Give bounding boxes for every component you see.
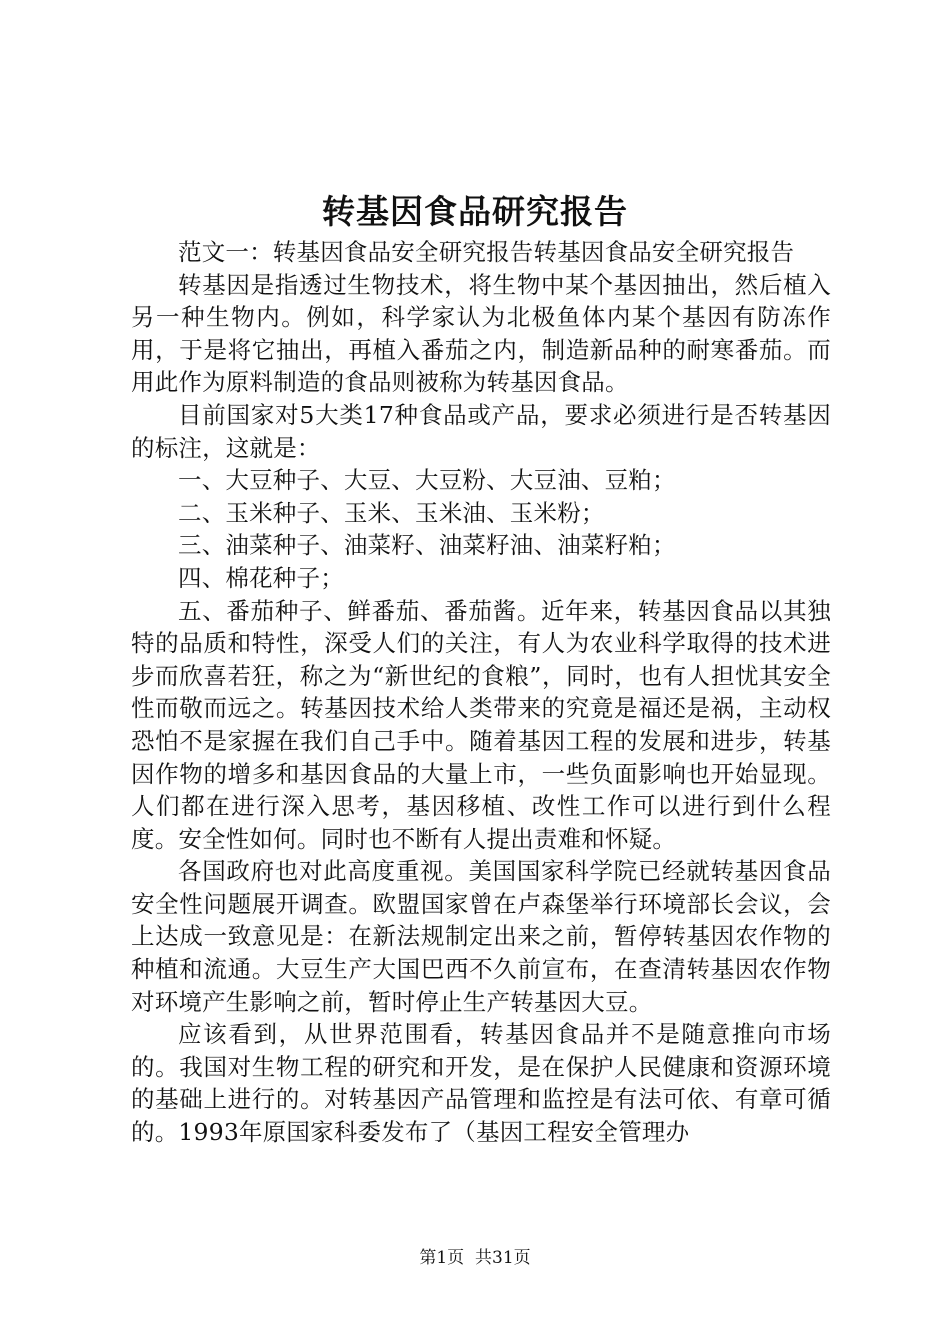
paragraph: 转基因是指透过生物技术，将生物中某个基因抽出，然后植入另一种生物内。例如，科学家认为北极鱼体内某个基因有防冻作用，于是将它抽出，再植入番茄之内，制造新品种的耐寒番茄。而用此作为原料制造的食品则被称为转基因食品。: [131, 270, 831, 397]
paragraph: 范文一：转基因食品安全研究报告转基因食品安全研究报告: [178, 238, 795, 266]
list-item: 二、玉米种子、玉米、玉米油、玉米粉；: [178, 498, 605, 527]
paragraph: 各国政府也对此高度重视。美国国家科学院已经就转基因食品安全性问题展开调查。欧盟国家曾在卢森堡举行环境部长会议，会上达成一致意见是：在新法规制定出来之前，暂停转基因农作物的种植和流通。大豆生产大国巴西不久前宣布，在查清转基因农作物对环境产生影响之前，暂时停止生产转基因大豆。: [131, 857, 831, 1016]
footer-separator: [464, 1248, 475, 1268]
page-number: 第1页: [419, 1248, 465, 1268]
document-body: [131, 236, 831, 1149]
list-item: 一、大豆种子、大豆、大豆粉、大豆油、豆粕；: [178, 466, 676, 495]
list-item: 四、棉花种子；: [178, 563, 344, 592]
paragraph: 应该看到，从世界范围看，转基因食品并不是随意推向市场的。我国对生物工程的研究和开发，是在保护人民健康和资源环境的基础上进行的。对转基因产品管理和监控是有法可依、有章可循的。1993年原国家科委发布了（基因工程安全管理办: [131, 1020, 831, 1147]
paragraph: 目前国家对5大类17种食品或产品，要求必须进行是否转基因的标注，这就是：: [131, 400, 831, 462]
paragraph: 五、番茄种子、鲜番茄、番茄酱。近年来，转基因食品以其独特的品质和特性，深受人们的关注，有人为农业科学取得的技术进步而欣喜若狂，称之为“新世纪的食粮”，同时，也有人担忧其安全性而敬而远之。转基因技术给人类带来的究竟是福还是祸，主动权恐怕不是家握在我们自己手中。随着基因工程的发展和进步，转基因作物的增多和基因食品的大量上市，一些负面影响也开始显现。人们都在进行深入思考，基因移植、改性工作可以进行到什么程度。安全性如何。同时也不断有人提出责难和怀疑。: [131, 596, 831, 853]
page-footer: [0, 1243, 950, 1268]
document-title: 转基因食品研究报告: [322, 192, 628, 231]
list-item: 三、油菜种子、油菜籽、油菜籽油、油菜籽粕；: [178, 531, 676, 560]
total-pages: 共31页: [475, 1248, 531, 1268]
